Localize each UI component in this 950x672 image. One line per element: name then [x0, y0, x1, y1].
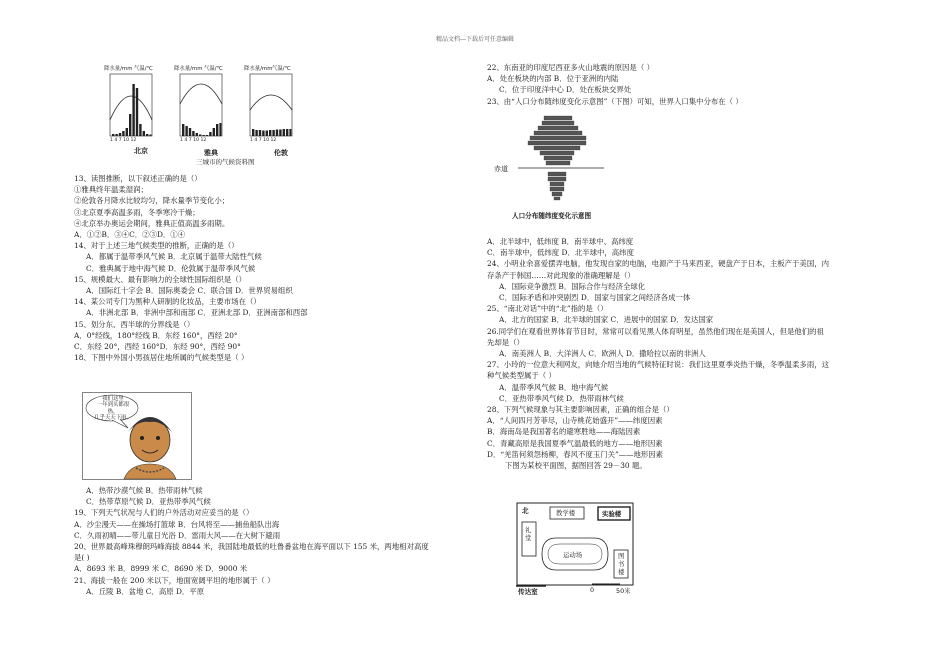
population-latitude-figure: [494, 112, 614, 224]
question-line: ②伦敦各月降水比较均匀，降水量季节变化小；: [74, 196, 230, 206]
question-line: A．8693 米 B．8999 米 C．8690 米 D．9000 米: [74, 564, 248, 574]
question-line: 13、读图推断，以下叙述正确的是（）: [74, 174, 202, 183]
question-line: A．处在板块的内部 B．位于亚洲的内陆: [487, 74, 619, 84]
question-line: 18、下图中外国小男孩居住地所属的气候类型是（ ）: [74, 353, 249, 363]
question-line: C．东经 20°，西经 160°D．东经 90°，西经 90°: [74, 342, 241, 352]
question-line: 15、划分东、西半球的分界线是（）: [74, 319, 195, 329]
beijing-axis-left: 降水量/mm: [104, 66, 133, 72]
panel-beijing: [110, 74, 152, 136]
playground-label: 运动场: [563, 551, 583, 559]
speech-line: 一年到头都很热，: [96, 402, 130, 415]
boy-speech-text: [92, 396, 134, 422]
panel-athens: [180, 74, 222, 136]
left-column-bottom: [74, 485, 474, 597]
question-line: 是( ): [74, 553, 90, 563]
question-line: 15、规模最大、最有影响力的全球性国际组织是（）: [74, 274, 247, 284]
question-line: 14、某公司专门为黑种人研制的化妆品，主要市场在（）: [74, 297, 261, 307]
teaching-building-label: 教学楼: [556, 509, 576, 517]
question-line: A．“人间四月芳菲尽，山寺桃花始盛开”——纬度因素: [487, 416, 663, 426]
question-line: 27、小玲的一位意大利网友，向她介绍当地的气候特征时说：我们这里夏季炎热干燥，冬季温柔多雨，这: [487, 360, 829, 370]
question-line: ④北京举办奥运会期间，雅典正值高温多雨期。: [74, 218, 230, 228]
question-line: 28、下列气候现象与其主要影响因素，正确的组合是（）: [487, 405, 674, 415]
question-line: 21、海拔一般在 200 米以下，地面宽阔平坦的地形属于（ ）: [74, 575, 275, 585]
question-line: 14、对于上述三地气候类型的推断，正确的是（）: [74, 241, 239, 251]
question-line: ①雅典终年温柔湿润；: [74, 185, 148, 195]
beijing-axis-right: 气温/℃: [134, 66, 153, 72]
question-line: C．南半球中，低纬度 D．北半球中，高纬度: [487, 248, 634, 258]
question-line: 25、“南北对话”中的“北”指的是（）: [487, 304, 608, 314]
city-label-athens: 雅典: [204, 148, 218, 157]
question-line: A．南美洲人 B．大洋洲人 C．欧洲人 D．撒哈拉以南的非洲人: [499, 349, 706, 359]
question-line: C．位于印度洋中心 D．处在板块交界处: [499, 85, 632, 95]
page-header: 精品文档---下载后可任意编辑: [435, 36, 515, 43]
question-line: C．热带草原气候 D．亚热带季风气候: [86, 497, 211, 507]
question-line: 26.同学们在观看世界体育节目时，常常可以看见黑人体育明星，虽然他们现在是美国人，但是他们的祖: [487, 326, 824, 336]
question-line: 23、由“人口分布随纬度变化示意图”（下图）可知，世界人口集中分布在（ ）: [487, 96, 743, 106]
right-column-bottom: [487, 236, 907, 471]
question-line: 存条产于韩国……对此现象的准确理解是（）: [487, 270, 635, 280]
mail-room-label: 传达室: [518, 588, 538, 596]
city-label-beijing: 北京: [134, 146, 148, 155]
question-line: B．海南岛是我国著名的避寒胜地——海陆因素: [487, 427, 641, 437]
question-line: 下图为某校平面图，据图回答 29－30 题。: [505, 461, 647, 471]
question-line: C．国际矛盾和冲突剧烈 D．国家与国家之间经济各成一体: [499, 293, 691, 303]
london-month-ticks: 1 4 7 10 12: [250, 138, 277, 143]
speech-line: 我们这里: [102, 396, 124, 402]
beijing-month-ticks: 1 4 7 10 12: [110, 138, 137, 143]
london-axis-left: 降水量/mm: [244, 66, 273, 72]
athens-axis-left: 降水量/mm: [174, 66, 203, 72]
scale-zero-label: 0: [590, 586, 595, 594]
athens-month-ticks: 1 4 7 10 12: [180, 138, 207, 143]
question-line: C．亚热带季风气候 D．热带雨林气候: [499, 393, 624, 403]
equator-label: 赤道: [494, 165, 508, 173]
library-label: 图书楼: [618, 552, 625, 576]
question-line: 24、小明业余喜爱摆弄电脑，他发现自家的电脑，电源产于马来西亚，硬盘产于日本，主板产于美国，内: [487, 259, 829, 269]
question-line: 20、世界最高峰珠穆朗玛峰海拔 8844 米，我国陆地最低的吐鲁番盆地在海平面以下 155 米，两地相对高度: [74, 542, 429, 552]
question-line: A．北半球中，低纬度 B．南半球中、高纬度: [487, 237, 634, 246]
auditorium-label: 礼堂: [525, 526, 532, 542]
right-column-top: [487, 62, 887, 107]
question-line: C．久雨初晴——带儿童日光浴 D．雷雨大风——在大树下避雨: [74, 530, 281, 540]
question-line: 先却是（）: [487, 337, 524, 347]
athens-axis-right: 气温/℃: [204, 66, 223, 72]
question-line: A．温带季风气候 B．地中海气候: [499, 382, 609, 392]
north-label: 北: [522, 507, 529, 515]
question-line: C．青藏高原是我国夏季气温最低的地方——地形因素: [487, 438, 663, 448]
question-line: A．①②B．③④C．②③D．①④: [74, 230, 186, 240]
question-line: A．热带沙漠气候 B．热带雨林气候: [86, 486, 203, 495]
question-line: D．“羌笛何须怨杨柳，春风不度玉门关”——地形因素: [487, 449, 664, 459]
scale-length-label: 50米: [616, 587, 631, 595]
question-line: A．北方的国家 B．北半球的国家 C．进展中的国家 D．发达国家: [499, 315, 714, 325]
lab-building-label: 实验楼: [602, 510, 622, 518]
speech-line: 几乎天天下雨。: [94, 415, 132, 422]
panel-london: [250, 74, 292, 136]
question-line: ③北京夏季高温多雨，冬季寒冷干燥；: [74, 207, 200, 217]
question-line: A．非洲北部 B．非洲中部和南部 C．亚洲北部 D．亚洲南部和西部: [86, 308, 308, 318]
london-axis-right: 气温/℃: [272, 66, 291, 72]
city-label-london: 伦敦: [274, 148, 288, 157]
question-line: A．丘陵 B．盆地 C．高原 D．平原: [86, 586, 205, 596]
question-line: A．都属于温带季风气候 B．北京属于温带大陆性气候: [86, 252, 262, 262]
question-line: A．0°经线，180°经线 B．东经 160°，西经 20°: [74, 330, 238, 340]
question-line: A．沙尘漫天——在操场打篮球 B．台风将至——捕鱼船队出海: [74, 519, 280, 529]
question-line: A．国际红十字会 B．国际奥委会 C．联合国 D．世界贸易组织: [86, 286, 293, 296]
population-figure-caption: 人口分布随纬度变化示意图: [512, 212, 592, 220]
left-column-top: [74, 173, 474, 363]
question-line: A．国际竞争激烈 B．国际合作与经济全球化: [499, 281, 646, 291]
question-line: 19、下列天气状况与人们的户外活动对应妥当的是（）: [74, 508, 254, 518]
question-line: C．雅典属于地中海气候 D．伦敦属于温带季风气候: [86, 263, 256, 273]
climate-figure-caption: 三城市的气候资料图: [196, 158, 255, 166]
question-line: 22、东南亚的印度尼西亚多火山地震的原因是（ ）: [487, 63, 654, 72]
question-line: 种气候类型属于（ ）: [487, 371, 556, 381]
